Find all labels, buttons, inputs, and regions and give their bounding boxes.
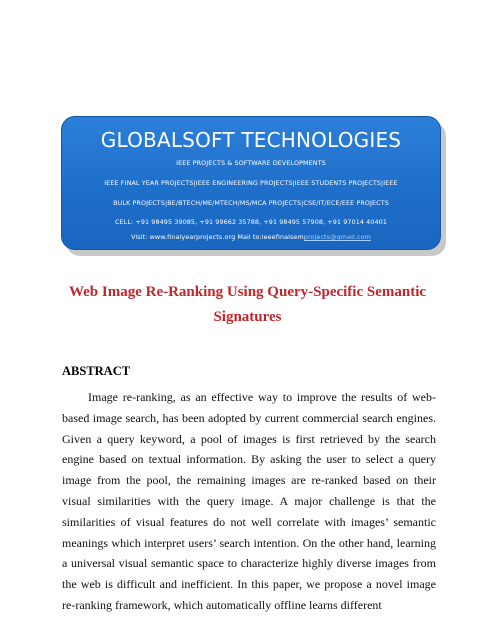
banner-tagline: IEEE PROJECTS & SOFTWARE DEVELOPMENTS — [176, 159, 326, 167]
banner-phone-line: CELL: +91 98495 39085, +91 99662 35788, +91 98495 57908, +91 97014 40401 — [114, 218, 388, 226]
company-banner — [61, 116, 441, 250]
banner-visit-text: Visit: www.finalyearprojects.org Mail to:ieeefinalsem — [131, 233, 304, 241]
email-link[interactable]: projects@gmail.com — [303, 233, 371, 241]
banner-contact-line — [62, 233, 440, 241]
paper-title: Web Image Re-Ranking Using Query-Specific Semantic Signatures — [68, 284, 427, 325]
banner-bulk-projects-line: BULK PROJECTS|BE/BTECH/ME/MTECH/MS/MCA PROJECTS|CSE/IT/ECE/EEE PROJECTS — [113, 199, 389, 207]
abstract-body: Image re-ranking, as an effective way to improve the results of web-based image search, has been adopted by current commercial search engines. Given a query keyword, a pool of images is first retrieved by the search engine based on textual information. By asking the user to select a query image from the pool, the remaining images are re-ranked based on their visual similarities with the query image. A major challenge is that the similarities of visual features do not well correlate with images’ semantic meanings which interpret users’ search intention. On the other hand, learning a universal visual semantic space to characterize highly diverse images from the web is difficult and inefficient. In this paper, we propose a novel image re-ranking framework, which automatically offline learns different — [62, 390, 436, 612]
banner-projects-line: IEEE FINAL YEAR PROJECTS|IEEE ENGINEERING PROJECTS|IEEE STUDENTS PROJECTS|IEEE — [104, 179, 398, 187]
abstract-heading: ABSTRACT — [62, 364, 131, 378]
company-name: GLOBALSOFT TECHNOLOGIES — [100, 128, 402, 152]
